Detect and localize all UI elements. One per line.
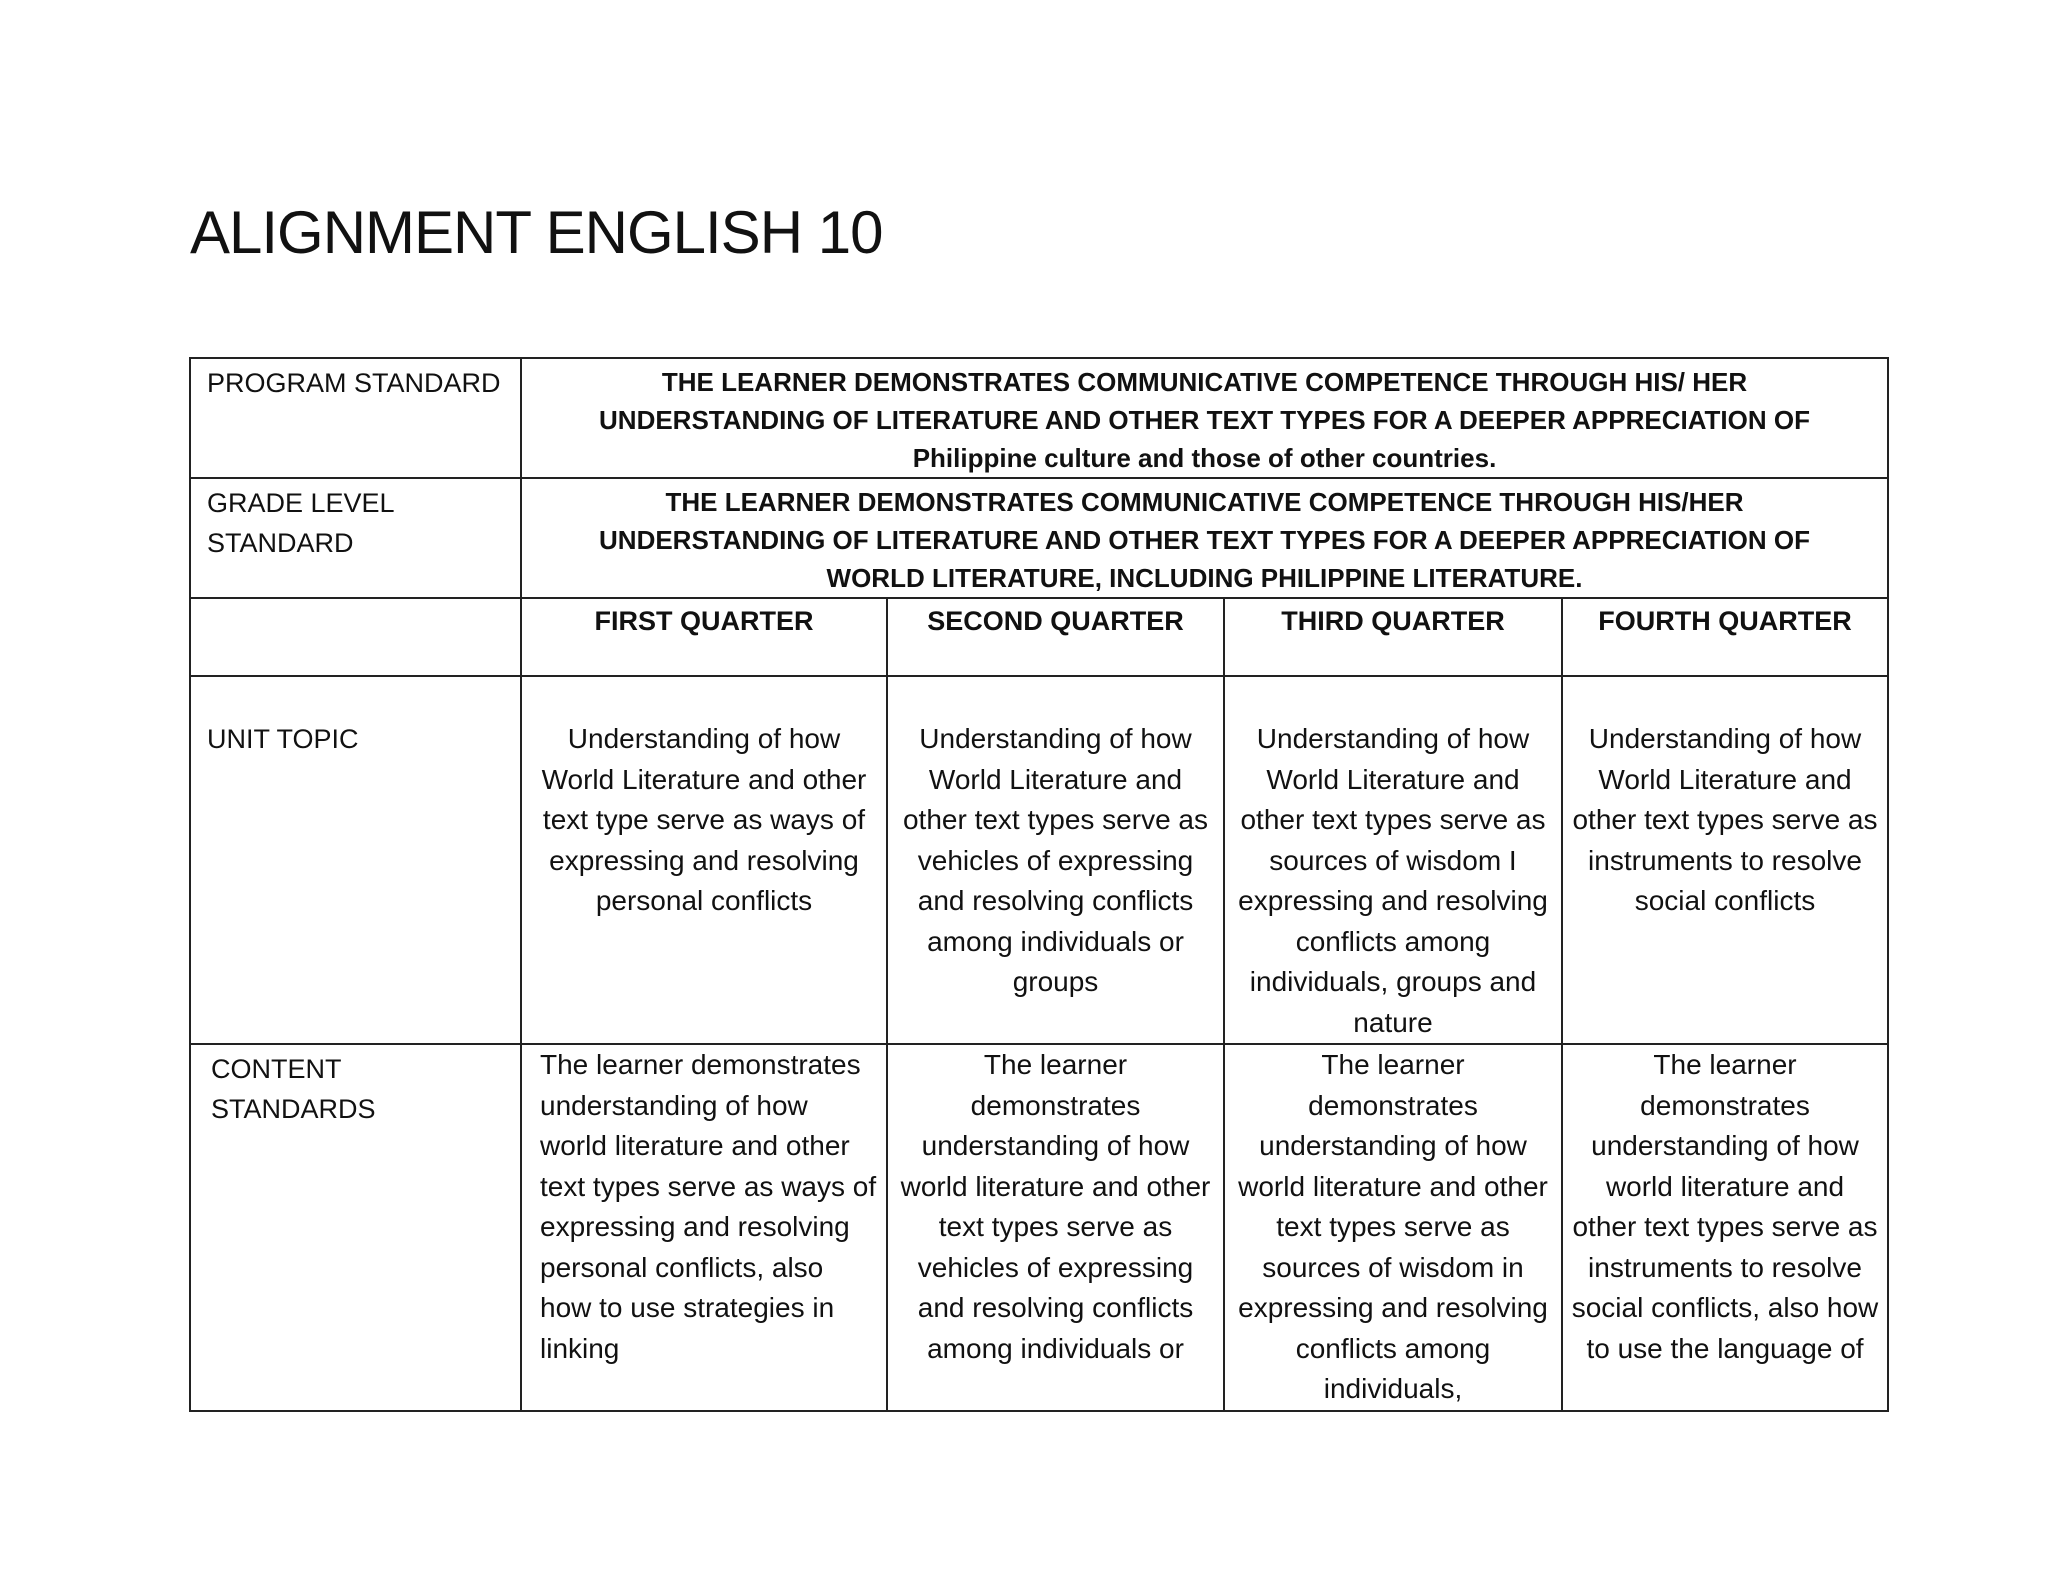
- third-quarter-header: THIRD QUARTER: [1224, 598, 1562, 676]
- quarter-header-row: [190, 598, 1888, 676]
- fourth-quarter-header: FOURTH QUARTER: [1562, 598, 1888, 676]
- grade-level-standard-text: THE LEARNER DEMONSTRATES COMMUNICATIVE COMPETENCE THROUGH HIS/HER UNDERSTANDING OF LITERATURE AND OTHER TEXT TYPES FOR A DEEPER APPRECIATION OF WORLD LITERATURE, INCLUDING PHILIPPINE LITERATURE.: [521, 478, 1888, 598]
- grade-level-standard-label: GRADE LEVEL STANDARD: [190, 478, 521, 598]
- content-standards-third-quarter: The learner demonstrates understanding of how world literature and other text types serve as sources of wisdom in expressing and resolving conflicts among individuals,: [1224, 1044, 1562, 1411]
- grade-level-standard-row: [190, 478, 1888, 598]
- page-title: ALIGNMENT ENGLISH 10: [190, 199, 883, 266]
- unit-topic-second-quarter: Understanding of how World Literature and other text types serve as vehicles of expressing and resolving conflicts among individuals or groups: [887, 676, 1224, 1044]
- unit-topic-first-quarter: Understanding of how World Literature and other text type serve as ways of expressing and resolving personal conflicts: [521, 676, 887, 1044]
- unit-topic-row: [190, 676, 1888, 1044]
- content-standards-fourth-quarter: The learner demonstrates understanding of how world literature and other text types serve as instruments to resolve social conflicts, also how to use the language of: [1562, 1044, 1888, 1411]
- program-standard-label: PROGRAM STANDARD: [190, 358, 521, 478]
- alignment-table: [189, 357, 1889, 1412]
- content-standards-row: [190, 1044, 1888, 1411]
- content-standards-second-quarter: The learner demonstrates understanding of how world literature and other text types serve as vehicles of expressing and resolving conflicts among individuals or: [887, 1044, 1224, 1411]
- program-standard-row: [190, 358, 1888, 478]
- first-quarter-header: FIRST QUARTER: [521, 598, 887, 676]
- unit-topic-fourth-quarter: Understanding of how World Literature and other text types serve as instruments to resolve social conflicts: [1562, 676, 1888, 1044]
- unit-topic-third-quarter: Understanding of how World Literature and other text types serve as sources of wisdom I expressing and resolving conflicts among individuals, groups and nature: [1224, 676, 1562, 1044]
- unit-topic-label: UNIT TOPIC: [190, 676, 521, 1044]
- second-quarter-header: SECOND QUARTER: [887, 598, 1224, 676]
- quarter-header-blank: [190, 598, 521, 676]
- content-standards-label: CONTENT STANDARDS: [190, 1044, 521, 1411]
- content-standards-first-quarter: The learner demonstrates understanding of how world literature and other text types serve as ways of expressing and resolving personal conflicts, also how to use strategies in linking: [521, 1044, 887, 1411]
- program-standard-text: THE LEARNER DEMONSTRATES COMMUNICATIVE COMPETENCE THROUGH HIS/ HER UNDERSTANDING OF LITERATURE AND OTHER TEXT TYPES FOR A DEEPER APPRECIATION OF Philippine culture and those of other countries.: [521, 358, 1888, 478]
